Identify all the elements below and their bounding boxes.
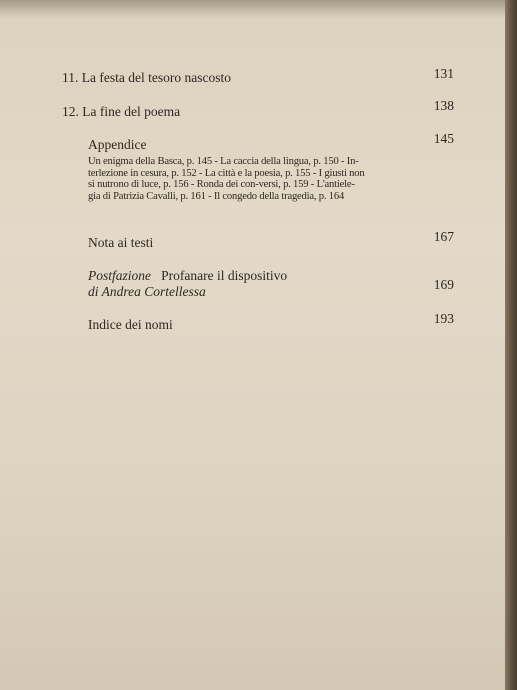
appendix-line: si nutrono di luce, p. 156 - Ronda dei con-versi, p. 159 - L'antiele- bbox=[88, 179, 355, 191]
toc-entry-nota-page: 167 bbox=[433, 229, 454, 244]
toc-entry-postfazione-heading bbox=[88, 268, 287, 284]
toc-entry-indice-page: 193 bbox=[433, 311, 454, 326]
postfazione-author: di Andrea Cortellessa bbox=[88, 284, 206, 299]
appendix-contents bbox=[88, 156, 428, 202]
appendix-line: gia di Patrizia Cavalli, p. 161 - Il congedo della tragedia, p. 164 bbox=[88, 190, 345, 202]
toc-entry-ch11-title: 11. La festa del tesoro nascosto bbox=[62, 70, 231, 85]
toc-entry-indice-title: Indice dei nomi bbox=[88, 317, 173, 332]
postfazione-prefix: Postfazione bbox=[88, 268, 151, 283]
toc-entry-postfazione-page: 169 bbox=[433, 277, 454, 292]
postfazione-title: Profanare il dispositivo bbox=[161, 268, 288, 283]
toc-entry-ch12-page: 138 bbox=[433, 98, 454, 113]
toc-entry-appendix-title: Appendice bbox=[88, 137, 147, 152]
appendix-line: Un enigma della Basca, p. 145 - La caccia della lingua, p. 150 - In- bbox=[88, 156, 359, 167]
toc-entry-ch11-page: 131 bbox=[433, 66, 454, 81]
page-edge bbox=[505, 0, 517, 690]
toc-entry-nota-title: Nota ai testi bbox=[88, 235, 154, 250]
toc-entry-appendix-page: 145 bbox=[433, 131, 454, 146]
toc-entry-ch12-title: 12. La fine del poema bbox=[62, 104, 181, 119]
top-shadow bbox=[0, 0, 505, 18]
appendix-line: terlezione in cesura, p. 152 - La città e la poesia, p. 155 - I giusti non bbox=[88, 167, 365, 179]
